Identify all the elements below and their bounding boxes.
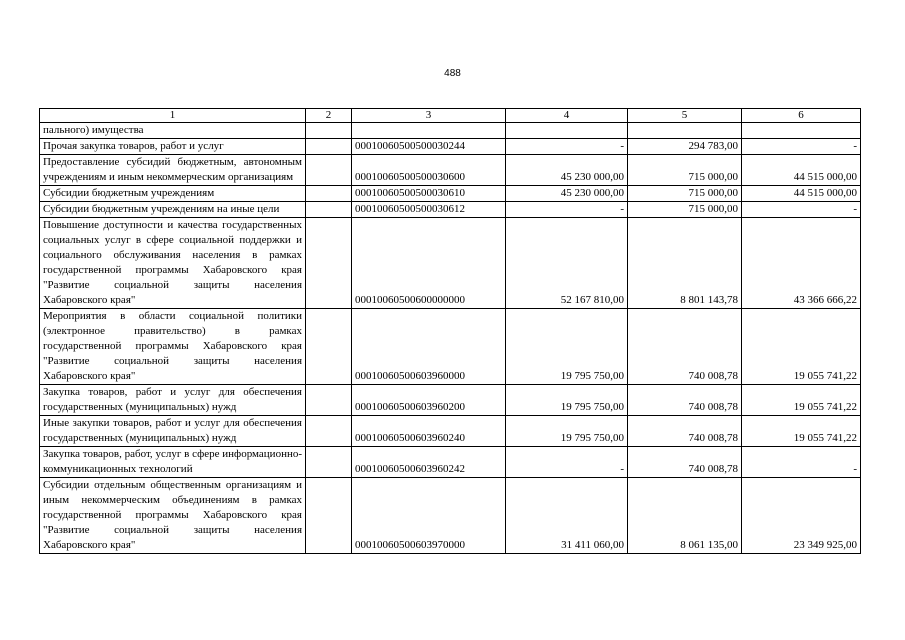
table-row: [40, 155, 861, 186]
table-row: [40, 309, 861, 385]
row-name: Предоставление субсидий бюджетным, автономным учреждениям и иным некоммерческим организациям: [40, 155, 306, 186]
row-value-5: 740 008,78: [628, 416, 742, 447]
row-code: 00010060500603970000: [352, 478, 506, 554]
row-value-5: 8 801 143,78: [628, 218, 742, 309]
row-name: Мероприятия в области социальной политики (электронное правительство) в рамках государственной программы Хабаровского края "Развитие социальной защиты населения Хабаровского края": [40, 309, 306, 385]
row-value-5: 740 008,78: [628, 385, 742, 416]
row-name: Закупка товаров, работ, услуг в сфере информационно-коммуникационных технологий: [40, 447, 306, 478]
row-value-6: 23 349 925,00: [742, 478, 861, 554]
row-value-6: [742, 123, 861, 139]
column-header: 4: [506, 109, 628, 123]
row-value-5: 715 000,00: [628, 186, 742, 202]
row-value-5: 715 000,00: [628, 202, 742, 218]
table-row: [40, 218, 861, 309]
row-value-4: -: [506, 202, 628, 218]
row-name: Повышение доступности и качества государственных социальных услуг в сфере социальной поддержки и социального обслуживания населения в рамках государственной программы Хабаровского края "Развитие социальной защиты населения Хабаровского края": [40, 218, 306, 309]
column-header: 6: [742, 109, 861, 123]
table-row: [40, 202, 861, 218]
row-value-6: -: [742, 139, 861, 155]
row-name: Субсидии бюджетным учреждениям на иные цели: [40, 202, 306, 218]
row-col2: [306, 186, 352, 202]
row-code: 00010060500600000000: [352, 218, 506, 309]
row-value-6: -: [742, 202, 861, 218]
row-value-6: -: [742, 447, 861, 478]
table-row: [40, 139, 861, 155]
row-value-5: 8 061 135,00: [628, 478, 742, 554]
row-value-6: 43 366 666,22: [742, 218, 861, 309]
row-value-4: [506, 123, 628, 139]
column-header: 1: [40, 109, 306, 123]
row-value-4: 52 167 810,00: [506, 218, 628, 309]
row-name: пального) имущества: [40, 123, 306, 139]
row-name: Прочая закупка товаров, работ и услуг: [40, 139, 306, 155]
row-code: 00010060500603960242: [352, 447, 506, 478]
row-value-4: -: [506, 139, 628, 155]
row-value-5: 740 008,78: [628, 447, 742, 478]
row-value-6: 19 055 741,22: [742, 309, 861, 385]
row-code: [352, 123, 506, 139]
row-value-5: 294 783,00: [628, 139, 742, 155]
row-value-4: 19 795 750,00: [506, 309, 628, 385]
row-value-4: 31 411 060,00: [506, 478, 628, 554]
row-value-4: 45 230 000,00: [506, 155, 628, 186]
table-row: [40, 478, 861, 554]
row-value-6: 19 055 741,22: [742, 416, 861, 447]
row-col2: [306, 155, 352, 186]
row-value-4: 45 230 000,00: [506, 186, 628, 202]
row-code: 00010060500603960200: [352, 385, 506, 416]
row-name: Закупка товаров, работ и услуг для обеспечения государственных (муниципальных) нужд: [40, 385, 306, 416]
row-col2: [306, 123, 352, 139]
row-col2: [306, 139, 352, 155]
row-value-5: 715 000,00: [628, 155, 742, 186]
row-value-4: 19 795 750,00: [506, 385, 628, 416]
row-code: 00010060500603960000: [352, 309, 506, 385]
table-row: [40, 447, 861, 478]
row-code: 00010060500500030612: [352, 202, 506, 218]
row-code: 00010060500603960240: [352, 416, 506, 447]
table-row: [40, 385, 861, 416]
row-col2: [306, 478, 352, 554]
row-value-6: 44 515 000,00: [742, 155, 861, 186]
row-code: 00010060500500030600: [352, 155, 506, 186]
row-col2: [306, 447, 352, 478]
row-col2: [306, 385, 352, 416]
row-code: 00010060500500030244: [352, 139, 506, 155]
row-value-6: 44 515 000,00: [742, 186, 861, 202]
row-name: Иные закупки товаров, работ и услуг для обеспечения государственных (муниципальных) нужд: [40, 416, 306, 447]
table-header-row: [40, 109, 861, 123]
row-col2: [306, 218, 352, 309]
column-header: 3: [352, 109, 506, 123]
table-row: [40, 123, 861, 139]
row-name: Субсидии бюджетным учреждениям: [40, 186, 306, 202]
column-header: 2: [306, 109, 352, 123]
row-col2: [306, 416, 352, 447]
table-row: [40, 416, 861, 447]
row-value-5: [628, 123, 742, 139]
row-col2: [306, 202, 352, 218]
row-value-5: 740 008,78: [628, 309, 742, 385]
page-number: 488: [444, 68, 461, 79]
row-value-4: -: [506, 447, 628, 478]
row-col2: [306, 309, 352, 385]
budget-table: [39, 108, 861, 554]
row-value-6: 19 055 741,22: [742, 385, 861, 416]
row-name: Субсидии отдельным общественным организациям и иным некоммерческим объединениям в рамках государственной программы Хабаровского края "Развитие социальной защиты населения Хабаровского края": [40, 478, 306, 554]
row-value-4: 19 795 750,00: [506, 416, 628, 447]
row-code: 00010060500500030610: [352, 186, 506, 202]
column-header: 5: [628, 109, 742, 123]
table-row: [40, 186, 861, 202]
